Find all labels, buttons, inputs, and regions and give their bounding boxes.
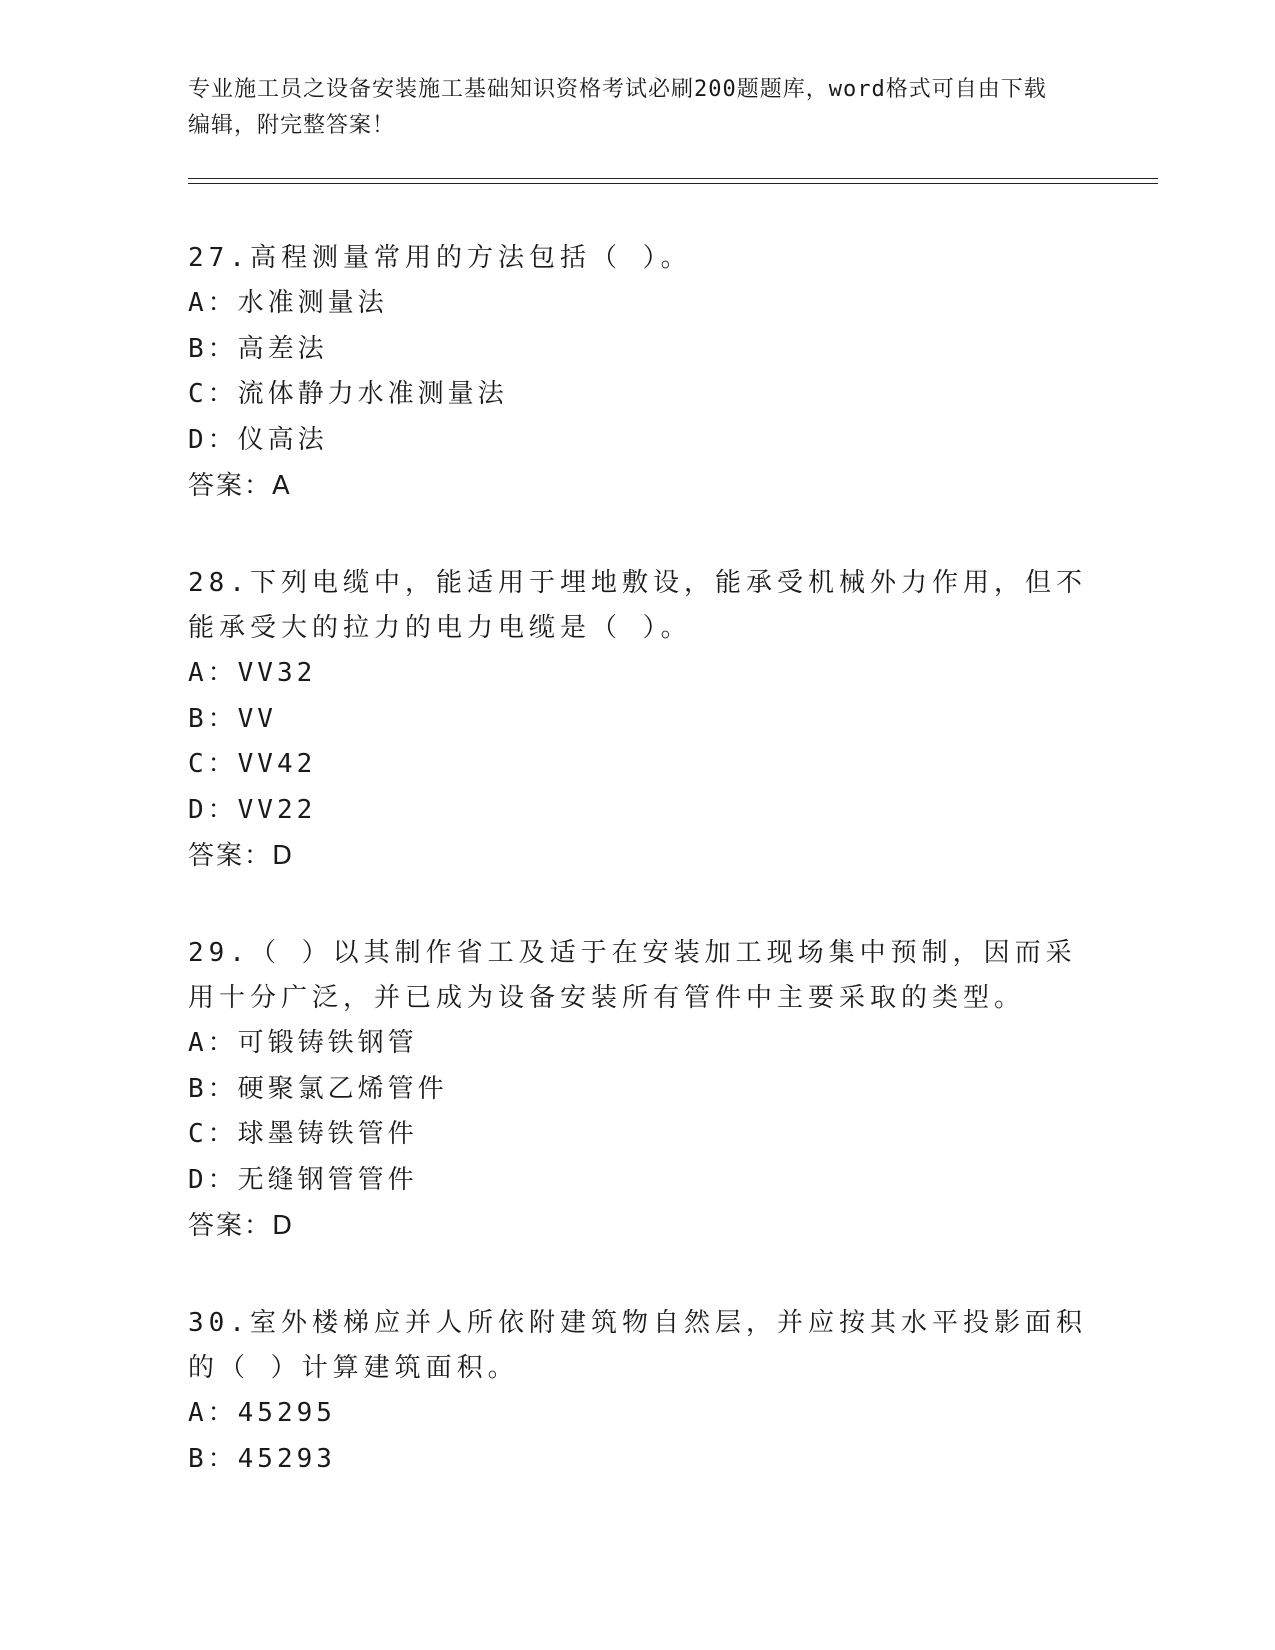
answer: 答案：D: [188, 841, 295, 871]
document-title: 专业施工员之设备安装施工基础知识资格考试必刷200题题库，word格式可自由下载编辑，附完整答案！: [188, 77, 1047, 138]
answer: 答案：D: [188, 1211, 295, 1241]
option-c: C：VV42: [188, 749, 317, 779]
header-divider-top: [188, 178, 1158, 179]
question-30: [188, 1301, 1088, 1482]
option-d: D：仪高法: [188, 424, 328, 455]
question-27: [188, 236, 1088, 509]
header-divider-bottom: [188, 183, 1158, 184]
question-stem: 28.下列电缆中，能适用于埋地敷设，能承受机械外力作用，但不能承受大的拉力的电力电缆是（ ）。: [188, 568, 1087, 643]
answer: 答案：A: [188, 471, 292, 501]
question-stem: 30.室外楼梯应并人所依附建筑物自然层，并应按其水平投影面积的（ ）计算建筑面积。: [188, 1308, 1087, 1383]
question-stem: 29.（ ）以其制作省工及适于在安装加工现场集中预制，因而采用十分广泛，并已成为设备安装所有管件中主要采取的类型。: [188, 938, 1077, 1013]
document-header: [188, 72, 1068, 144]
option-c: C：流体静力水准测量法: [188, 379, 508, 409]
option-a: A：VV32: [188, 658, 317, 688]
option-a: A：水准测量法: [188, 288, 388, 318]
option-b: B：VV: [188, 703, 277, 734]
option-a: A：45295: [188, 1398, 336, 1428]
question-28: [188, 561, 1088, 879]
option-d: D：VV22: [188, 794, 317, 825]
option-b: B：高差法: [188, 333, 328, 364]
question-list: [188, 236, 1088, 1534]
option-d: D：无缝钢管管件: [188, 1164, 418, 1195]
question-29: [188, 931, 1088, 1249]
option-c: C：球墨铸铁管件: [188, 1119, 418, 1149]
option-a: A：可锻铸铁钢管: [188, 1028, 418, 1058]
option-b: B：45293: [188, 1443, 336, 1474]
question-stem: 27.高程测量常用的方法包括（ ）。: [188, 243, 692, 273]
option-b: B：硬聚氯乙烯管件: [188, 1073, 448, 1104]
